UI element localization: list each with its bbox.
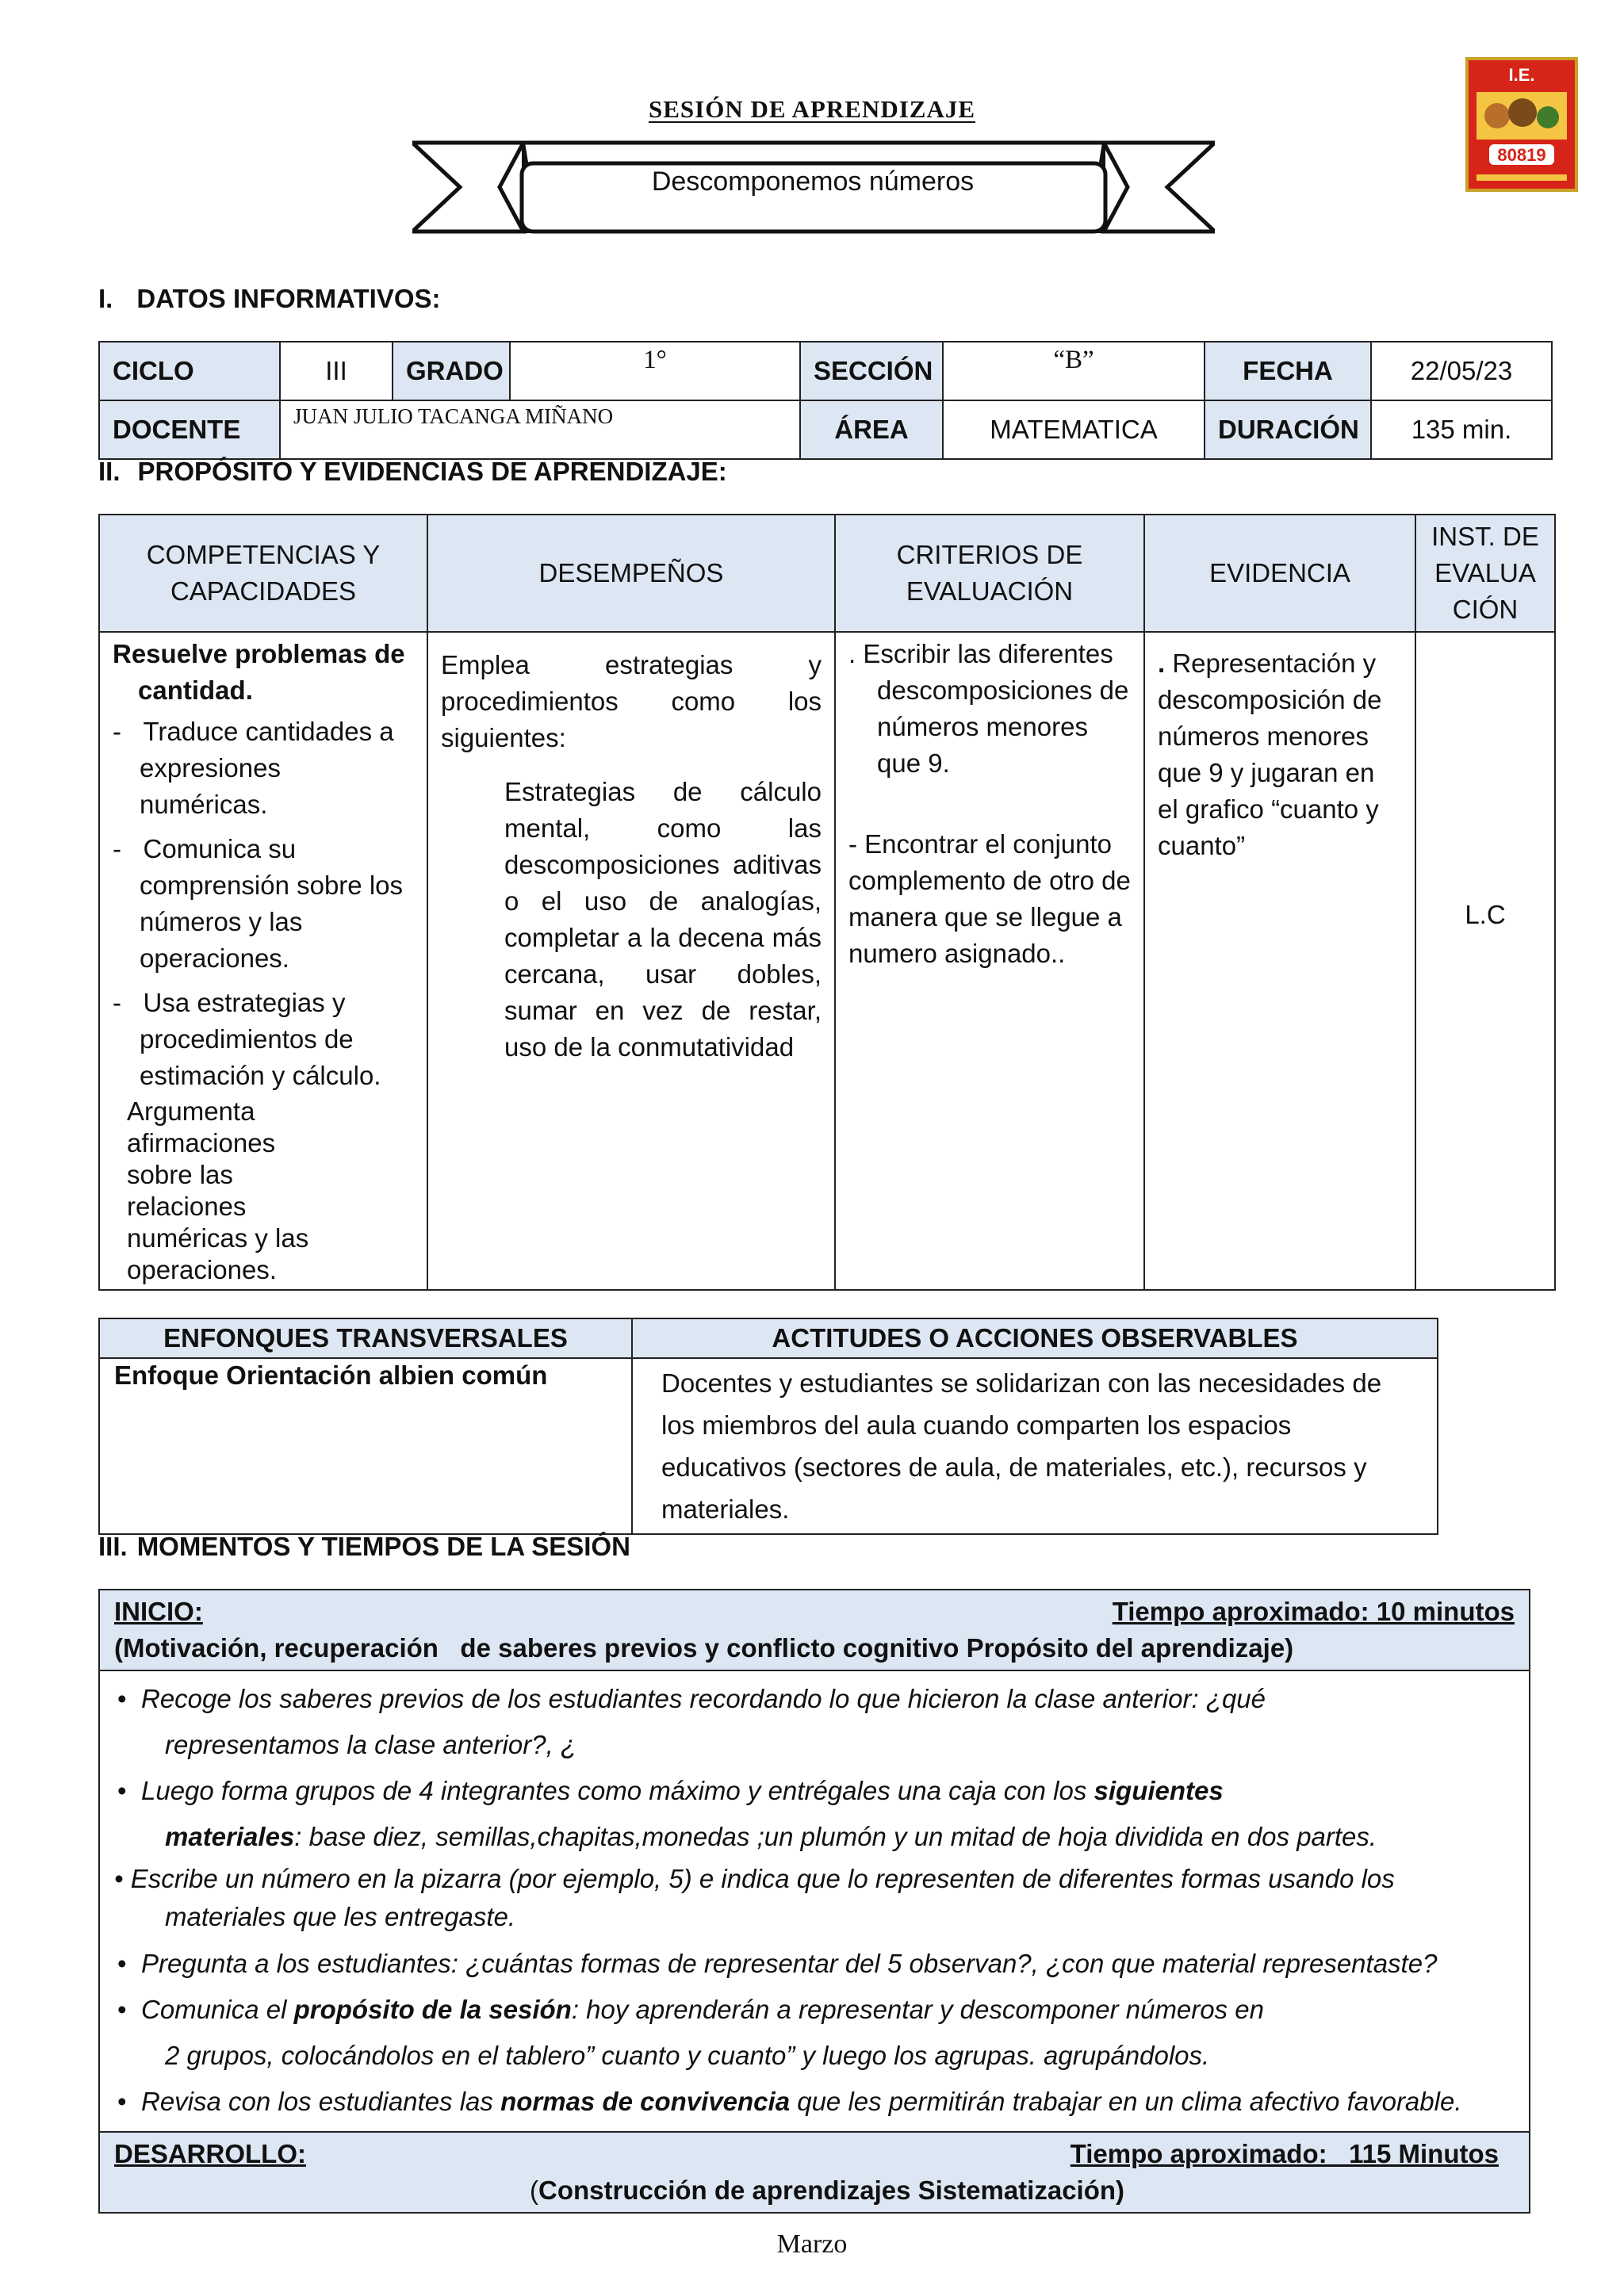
desempeno-intro: Emplea estrategias y procedimientos como los siguientes: [441, 650, 822, 752]
desarrollo-header [99, 2132, 1530, 2213]
inicio-item: • Revisa con los estudiantes las normas de convivencia que les permitirán trabajar en un clima afectivo favorable. [114, 2079, 1515, 2125]
fecha-value: 22/05/23 [1371, 342, 1552, 400]
enfoque-name: Enfoque Orientación albien común [99, 1358, 632, 1534]
docente-value: JUAN JULIO TACANGA MIÑANO [280, 400, 800, 459]
header-instrumento: INST. DE EVALUA CIÓN [1415, 515, 1555, 632]
competencias-cell [99, 632, 427, 1290]
instrumento-cell: L.C [1415, 632, 1555, 1290]
inicio-item-cont: materiales: base diez, semillas,chapitas,monedas ;un plumón y un mitad de hoja dividida en dos partes. [165, 1822, 1377, 1851]
page-footer: Marzo [776, 2229, 848, 2259]
capacidad-item: - Traduce cantidades a expresiones numéricas. [113, 717, 394, 819]
capacidades-list [113, 714, 414, 1094]
ciclo-label: CICLO [99, 342, 280, 400]
header-competencias: COMPETENCIAS Y CAPACIDADES [99, 515, 427, 632]
school-logo [1465, 57, 1578, 192]
inicio-item-cont: materiales que les entregaste. [165, 1902, 516, 1931]
enfoques-header: ENFONQUES TRANSVERSALES [99, 1318, 632, 1358]
header-criterios: CRITERIOS DE EVALUACIÓN [835, 515, 1144, 632]
inicio-subtitle: (Motivación, recuperación de saberes previos y conflicto cognitivo Propósito del aprendizaje) [114, 1633, 1294, 1663]
capacidad-item: - Comunica su comprensión sobre los números y las operaciones. [113, 834, 403, 973]
inicio-item-cont: representamos la clase anterior?, ¿ [165, 1730, 577, 1759]
document-title: SESIÓN DE APRENDIZAJE [648, 95, 976, 123]
inicio-item: • Escribe un número en la pizarra (por ejemplo, 5) e indica que lo representen de diferentes formas usando los [114, 1864, 1395, 1893]
argumenta-text: Argumenta afirmaciones sobre las relaciones numéricas y las operaciones. [127, 1096, 309, 1284]
section-1-heading: I. DATOS INFORMATIVOS: [98, 284, 441, 313]
area-label: ÁREA [800, 400, 943, 459]
header-desempenos: DESEMPEÑOS [427, 515, 835, 632]
seccion-label: SECCIÓN [800, 342, 943, 400]
desempeno-detail: Estrategias de cálculo mental, como las descomposiciones aditivas o el uso de analogías, completar a la decena más cercana, usar dobles, sumar en vez de restar, uso de la conmutatividad [504, 777, 822, 1062]
criterio-1: . Escribir las diferentes descomposiciones de números menores que 9. [848, 639, 1129, 778]
duracion-label: DURACIÓN [1205, 400, 1371, 459]
fecha-label: FECHA [1205, 342, 1371, 400]
inicio-item-cont: 2 grupos, colocándolos en el tablero” cuanto y cuanto” y luego los agrupas. agrupándolos. [165, 2041, 1210, 2070]
desarrollo-subtitle: (Construcción de aprendizajes Sistematización) [530, 2175, 1125, 2205]
inicio-time: Tiempo aproximado: 10 minutos [1112, 1597, 1515, 1626]
desempenos-cell [427, 632, 835, 1290]
docente-label: DOCENTE [99, 400, 280, 459]
grado-value: 1° [510, 342, 800, 400]
logo-ie-text: I.E. [1508, 65, 1535, 85]
logo-number-text: 80819 [1497, 145, 1546, 165]
section-3-heading: III. MOMENTOS Y TIEMPOS DE LA SESIÓN [98, 1532, 630, 1561]
inicio-label: INICIO: [114, 1597, 203, 1626]
section-2-heading: II. PROPÓSITO Y EVIDENCIAS DE APRENDIZAJE: [98, 457, 727, 486]
inicio-item: • Recoge los saberes previos de los estudiantes recordando lo que hicieron la clase anterior: ¿qué [114, 1676, 1515, 1722]
capacidad-item: - Usa estrategias y procedimientos de estimación y cálculo. [113, 988, 381, 1090]
area-value: MATEMATICA [943, 400, 1205, 459]
seccion-value: “B” [943, 342, 1205, 400]
enfoques-table [98, 1318, 1438, 1535]
desarrollo-time: Tiempo aproximado: 115 Minutos [1070, 2139, 1499, 2168]
duracion-value: 135 min. [1371, 400, 1552, 459]
criterio-2: - Encontrar el conjunto complemento de otro de manera que se llegue a numero asignado.. [848, 829, 1131, 968]
desarrollo-label: DESARROLLO: [114, 2139, 306, 2168]
momentos-table [98, 1589, 1530, 2214]
inicio-item: • Luego forma grupos de 4 integrantes como máximo y entrégales una caja con los siguientes [114, 1768, 1515, 1814]
inicio-content [99, 1670, 1530, 2132]
inicio-header [99, 1590, 1530, 1670]
ciclo-value: III [280, 342, 393, 400]
proposito-table [98, 514, 1556, 1291]
evidencia-cell [1144, 632, 1415, 1290]
evidencia-text: . Representación y descomposición de números menores que 9 y jugaran en el grafico “cuanto y cuanto” [1158, 649, 1382, 860]
criterios-cell [835, 632, 1144, 1290]
actitud-text: Docentes y estudiantes se solidarizan con las necesidades de los miembros del aula cuando comparten los espacios educativos (sectores de aula, de materiales, etc.), recursos y materiales. [632, 1358, 1438, 1534]
inicio-item: • Pregunta a los estudiantes: ¿cuántas formas de representar del 5 observan?, ¿con que material representaste? [114, 1941, 1515, 1987]
datos-informativos-table [98, 341, 1553, 460]
header-evidencia: EVIDENCIA [1144, 515, 1415, 632]
grado-label: GRADO [393, 342, 510, 400]
inicio-item: • Comunica el propósito de la sesión: hoy aprenderán a representar y descomponer números en [114, 1987, 1515, 2033]
competencia-title: Resuelve problemas de cantidad. [113, 639, 405, 705]
banner-text: Descomponemos números [651, 166, 975, 197]
actitudes-header: ACTITUDES O ACCIONES OBSERVABLES [632, 1318, 1438, 1358]
